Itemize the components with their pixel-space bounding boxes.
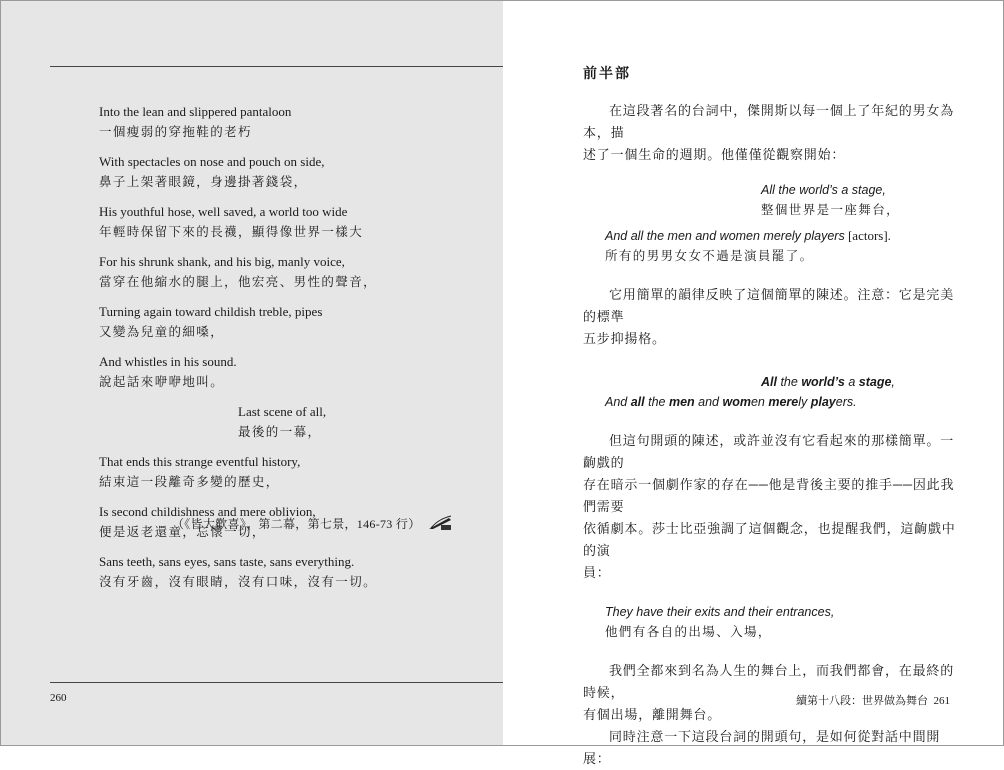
poem-line-en: That ends this strange eventful history, <box>99 454 301 469</box>
unstressed-syllable: a <box>844 375 859 389</box>
running-footer-title: 續第十八段：世界做為舞台 <box>796 695 928 707</box>
unstressed-syllable: the <box>776 375 802 389</box>
unstressed-syllable: ly <box>798 395 811 409</box>
poem-line-en: Last scene of all, <box>238 404 327 419</box>
poem-citation <box>172 515 453 535</box>
quote-block <box>583 180 958 220</box>
poem-line-zh: 沒有牙齒，沒有眼睛，沒有口味，沒有一切。 <box>99 575 378 589</box>
stressed-syllable: stage <box>858 375 892 389</box>
paragraph-line: 員： <box>583 565 611 580</box>
paragraph <box>583 284 958 350</box>
quote-line-en: They have their exits and their entrances, <box>605 605 835 619</box>
quote-line-zh: 整個世界是一座舞台， <box>761 203 901 217</box>
stress-quote-line <box>583 392 958 412</box>
poem-line-zh: 說起話來咿咿地叫。 <box>99 375 225 389</box>
paragraph <box>583 660 958 770</box>
poem-line-zh: 最後的一幕， <box>238 425 322 439</box>
stressed-syllable: all <box>630 395 645 409</box>
quote-text: And all the men and women merely players <box>605 229 845 243</box>
unstressed-syllable: , <box>891 375 895 389</box>
poem-stanza <box>99 402 479 442</box>
paragraph-line: 它用簡單的韻律反映了這個簡單的陳述。注意：它是完美的標準 <box>583 287 955 324</box>
quote-line-en: All the world’s a stage, <box>761 183 886 197</box>
poem-line-zh: 鼻子上架著眼鏡，身邊掛著錢袋， <box>99 175 308 189</box>
paragraph-line: 存在暗示一個劇作家的存在──他是背後主要的推手──因此我們需要 <box>583 477 955 514</box>
paragraph <box>583 100 958 166</box>
poem-line-en: With spectacles on nose and pouch on side, <box>99 154 325 169</box>
poem-stanza <box>99 152 479 192</box>
poem-stanza <box>99 202 479 242</box>
quote-line-zh: 所有的男男女女不過是演員罷了。 <box>605 249 814 263</box>
poem-line-en: Turning again toward childish treble, pipes <box>99 304 323 319</box>
poem-stanza <box>99 352 479 392</box>
citation-text: （《皆大歡喜》，第二幕，第七景，146-73 行） <box>172 517 421 531</box>
unstressed-syllable: the <box>644 395 669 409</box>
paragraph-line: 同時注意一下這段台詞的開頭句，是如何從對話中間開展： <box>583 729 941 766</box>
stressed-syllable: All <box>761 375 777 389</box>
poem-line-en: His youthful hose, well saved, a world too wide <box>99 204 348 219</box>
unstressed-syllable: ers. <box>835 395 857 409</box>
paragraph-line: 五步抑揚格。 <box>583 331 666 346</box>
bottom-rule <box>50 682 503 683</box>
poem-line-en: Is second childishness and mere oblivion, <box>99 504 316 519</box>
quote-line-en <box>761 372 958 392</box>
paragraph-line: 依循劇本。莎士比亞強調了這個觀念，也提醒我們，這齣戲中的演 <box>583 521 956 558</box>
stressed-syllable: wom <box>722 395 751 409</box>
unstressed-syllable: and <box>694 395 723 409</box>
top-rule <box>50 66 503 67</box>
poem-line-en: Sans teeth, sans eyes, sans taste, sans everything. <box>99 554 355 569</box>
running-footer <box>796 692 950 708</box>
poem-line-en: Into the lean and slippered pantaloon <box>99 104 292 119</box>
poem-stanza <box>99 452 479 492</box>
quill-pen-icon <box>427 515 453 535</box>
poem-stanza <box>99 552 479 592</box>
poem-line-zh: 年輕時保留下來的長襪，顯得像世界一樣大 <box>99 225 364 239</box>
quote-line-zh: 他們有各自的出場、入場， <box>605 625 772 639</box>
unstressed-syllable: en <box>750 395 769 409</box>
quote-block <box>583 602 958 642</box>
paragraph-line: 我們全都來到名為人生的舞台上，而我們都會，在最終的時候， <box>583 663 955 700</box>
stress-quote-line <box>583 372 958 392</box>
section-title: 前半部 <box>583 67 631 82</box>
poem-stanza <box>99 302 479 342</box>
poem-stanza <box>99 102 479 142</box>
paragraph <box>583 430 958 584</box>
right-page-body <box>583 64 958 770</box>
poem-line-zh: 便是返老還童，忘懷一切， <box>99 525 266 539</box>
stressed-syllable: men <box>668 395 695 409</box>
quote-note: [actors]. <box>844 228 891 243</box>
paragraph-line: 有個出場，離開舞台。 <box>583 707 722 722</box>
stressed-syllable: world’s <box>801 375 845 389</box>
poem-stanza <box>99 252 479 292</box>
quote-block <box>583 226 958 266</box>
poem-line-zh: 結束這一段離奇多變的歷史， <box>99 475 280 489</box>
poem-line-en: And whistles in his sound. <box>99 354 237 369</box>
poem-line-zh: 當穿在他縮水的腿上，他宏亮、男性的聲音， <box>99 275 378 289</box>
stressed-syllable: play <box>810 395 836 409</box>
unstressed-syllable: And <box>605 395 631 409</box>
poem-line-zh: 一個瘦弱的穿拖鞋的老朽 <box>99 125 252 139</box>
page-number-left: 260 <box>50 692 67 704</box>
quote-line-en <box>605 226 958 246</box>
poem-line-zh: 又變為兒童的細嗓， <box>99 325 225 339</box>
paragraph-line: 在這段著名的台詞中，傑開斯以每一個上了年紀的男女為本，描 <box>583 103 955 140</box>
page-number-right: 261 <box>933 695 950 707</box>
poem-line-en: For his shrunk shank, and his big, manly voice, <box>99 254 345 269</box>
paragraph-line: 但這句開頭的陳述，或許並沒有它看起來的那樣簡單。一齣戲的 <box>583 433 955 470</box>
paragraph-line: 述了一個生命的週期。他僅僅從觀察開始： <box>583 147 846 162</box>
quote-line-en <box>605 392 958 412</box>
stressed-syllable: mere <box>768 395 799 409</box>
